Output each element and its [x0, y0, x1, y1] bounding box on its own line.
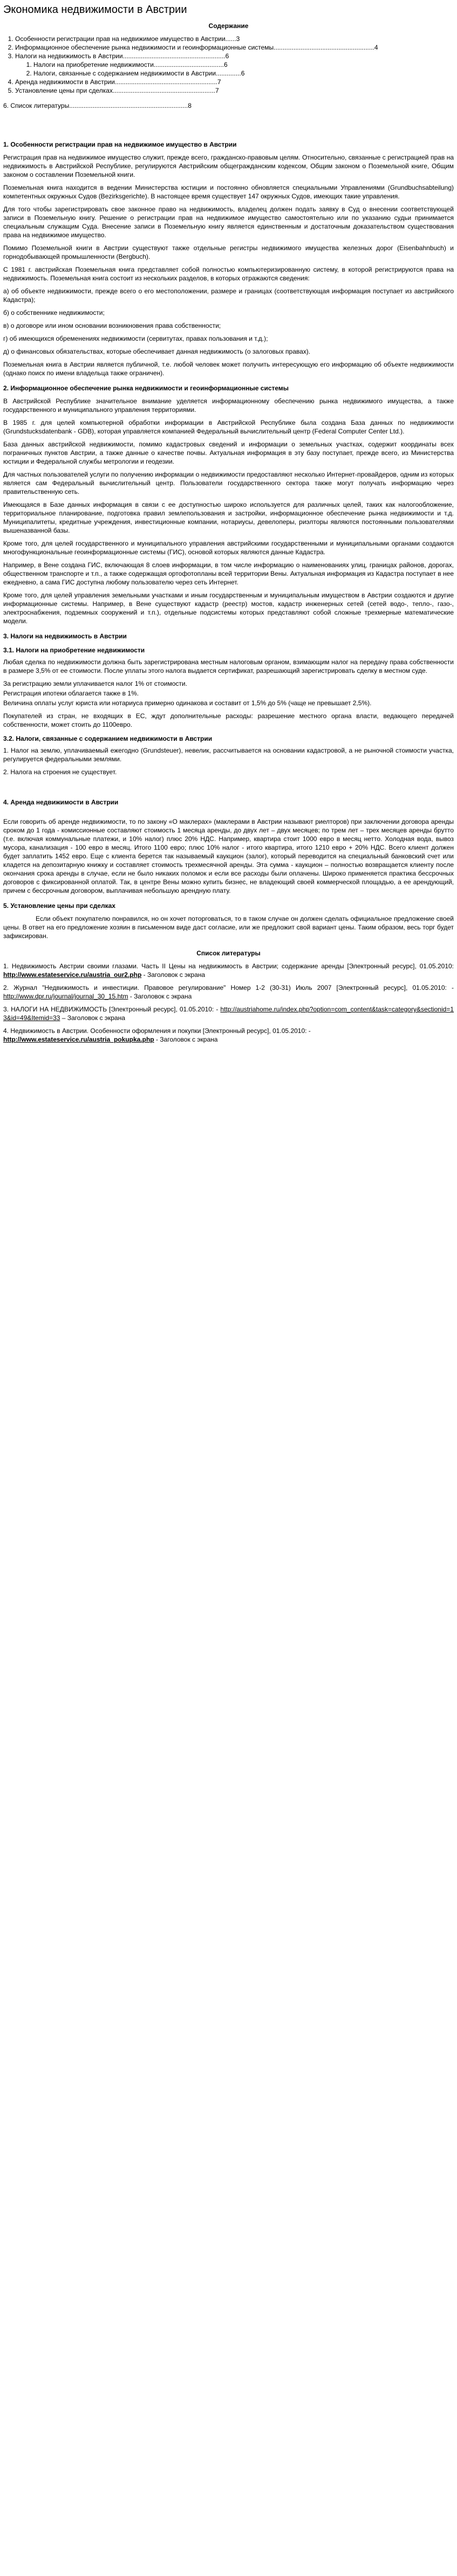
toc-item: 3. Налоги на недвижимость в Австрии.........................................................6 1. Налоги на приобретение недвижимости.......................................6 2. Налоги, связанные с содержанием недвижимости в Австрии..............6 [15, 52, 454, 78]
toc-item-references: 6. Список литературы..................................................................8 [3, 102, 192, 109]
paragraph: Имеющаяся в Базе данных информация в связи с ее доступностью широко используется для различных целей, таких как налогообложение, территориальное планирование, подготовка правил землепользования и застройки, информационное обеспечение рынка недвижимости и т.д. Муниципалитеты, кредитные учреждения, инвестиционные компании, нотариусы, девелоперы, риэлторы являются постоянными пользователями вышеназванной базы. [3, 501, 454, 534]
paragraph: Регистрация прав на недвижимое имущество служит, прежде всего, гражданско-правовым целям. Относительно, связанные с регистрацией прав на недвижимость в Австрийской Республике, регулируются Австрийским общегражданским кодексом, Общим законом о Поземельной книге, Общим законом о составлении Поземельной книги. [3, 154, 454, 178]
toc-list [3, 35, 454, 95]
paragraph: Например, в Вене создана ГИС, включающая 8 слоев информации, в том числе информацию о наименованиях улиц, границах районов, дорогах, общественном транспорте и т.п., а также содержащая ортофотопланы всей территории Вены. Актуальная информация из Кадастра поступает в нее ежедневно, а сама ГИС доступна любому пользователю через сеть Интернет. [3, 561, 454, 586]
reference-link[interactable]: http://www.dpr.ru/journal/journal_30_15.htm [3, 993, 128, 1000]
reference-item: 3. НАЛОГИ НА НЕДВИЖИМОСТЬ [Электронный ресурс], 01.05.2010: - http://austriahome.ru/index.php?option=com_content&task=category&sectionid=13&id=49&Itemid=33 – Заголовок с экрана [3, 1005, 454, 1022]
toc-heading: Содержание [208, 22, 249, 30]
paragraph: б) о собственнике недвижимости; [3, 309, 105, 316]
paragraph: Для частных пользователей услуги по получению информации о недвижимости предоставляют несколько Интернет-провайдеров, одним из которых является сам Федеральный вычислительный центр. Пользователи государственного сектора также могут получать информацию через правительственную сеть. [3, 471, 454, 495]
paragraph: Поземельная книга в Австрии является публичной, т.е. любой человек может получить интересующую его информацию об объекте недвижимости (однако поиск по имени владельца также ограничен). [3, 361, 454, 377]
document-title: Экономика недвижимости в Австрии [3, 4, 187, 16]
paragraph: С 1981 г. австрийская Поземельная книга представляет собой полностью компьютеризированную систему, в которой регистрируются права на недвижимость. Поземельная книга состоит из нескольких разделов, в которых отражаются сведения: [3, 266, 454, 282]
paragraph: д) о финансовых обязательствах, которые обеспечивает данная недвижимость (о залоговых правах). [3, 348, 311, 355]
paragraph: Если объект покупателю понравился, но он хочет поторговаться, то в таком случае он должен сделать официальное предложение своей цены. В ответ на его предложение хозяин в письменном виде даст согласие, или же предложит свой вариант цены. Таким образом, весь торг будет зафиксирован. [3, 915, 454, 940]
paragraph: Кроме того, для целей государственного и муниципального управления австрийскими государственными и муниципальными органами создаются многофункциональные геоинформационные системы (ГИС), основой которых являются данные Кадастра. [3, 540, 454, 556]
reference-item: 1. Недвижимость Австрии своими глазами. Часть II Цены на недвижимость в Австрии; содержание аренды [Электронный ресурс], 01.05.2010: http://www.estateservice.ru/austria_our2.php - Заголовок с экрана [3, 962, 454, 979]
paragraph: Для того чтобы зарегистрировать свое законное право на недвижимость, владелец должен подать заявку в Суд о внесении соответствующей записи в Поземельную книгу. Решение о регистрации прав на недвижимое имущество самостоятельно или по указанию судьи принимается специальным служащим Суда. Внесение записи в Поземельную книгу является единственным и достаточным доказательством существования права на недвижимое имущество. [3, 205, 454, 239]
paragraph: в) о договоре или ином основании возникновения права собственности; [3, 322, 221, 329]
section-3-2-heading: 3.2. Налоги, связанные с содержанием недвижимости в Австрии [3, 735, 213, 742]
section-5-heading: 5. Установление цены при сделках [3, 902, 115, 910]
paragraph: Помимо Поземельной книги в Австрии существуют также отдельные регистры недвижимого имущества железных дорог (Eisenbahnbuch) и горнодобывающей промышленности (Bergbuch). [3, 244, 454, 260]
paragraph: База данных австрийской недвижимости, помимо кадастровых сведений и информации о земельных участках, содержит координаты всех пограничных пунктов Австрии, а также данные о качестве почвы. Актуальная информация в эту базу поступает, прежде всего, из Министерства юстиции и Федеральной службы метрологии и геодезии. [3, 440, 454, 465]
document-page [3, 1, 454, 1048]
paragraph: В 1985 г. для целей компьютерной обработки информации в Австрийской Республике была создана База данных по недвижимости (Grundstucksdatenbank - GDB), которая управляется компанией Федеральный вычислительный центр (Federal Computer Center Ltd.). [3, 419, 454, 435]
paragraph: 1. Налог на землю, уплачиваемый ежегодно (Grundsteuer), невелик, рассчитывается на основании кадастровой, а не рыночной стоимости участка, регулируется федеральными землями. [3, 747, 454, 763]
toc-subitem: 1. Налоги на приобретение недвижимости.......................................6 [33, 60, 454, 69]
paragraph: Если говорить об аренде недвижимости, то по закону «О маклерах» (маклерами в Австрии называют риелторов) при заключении договора аренды сроком до 1 года - комиссионные составляют стоимость 1 месяца аренды, до двух лет – двух месяцев; по трем лет – трех месяцев аренды брутто (т.е. включая коммунальные платежи, и 10% налог) плюс 20% НДС. Например, квартира стоит 1000 евро в месяц нетто. Холодная вода, вывоз мусора, канализация - 100 евро в месяц. Итого 1100 евро; плюс 10% налог - итого квартира, итого 1210 евро + 20% НДС. Всего клиент должен будет заплатить 1452 евро. Еще с клиента берется так называемый каукцион (залог), который переводится на специальный банковский счет или кладется на депозитарную книжку и составляет стоимость трехмесячной аренды. Эта сумма - каукцион – полностью возвращается клиенту после окончания срока аренды в случае, если не было никаких поломок и если все расходы были оплачены. Широко применяется практика бессрочных договоров с фиксированной оплатой. Так, в центре Вены можно купить бизнес, не владеющий своей коммерческой площадью, а ее арендующий, причем с бессрочным договором, выплачивая небольшую арендную плату. [3, 818, 454, 894]
section-3-1-heading: 3.1. Налоги на приобретение недвижимости [3, 646, 145, 654]
section-3-heading: 3. Налоги на недвижимость в Австрии [3, 632, 127, 640]
section-4-heading: 4. Аренда недвижимости в Австрии [3, 798, 119, 806]
reference-item: 4. Недвижимость в Австрии. Особенности оформления и покупки [Электронный ресурс], 01.05.2010: - http://www.estateservice.ru/austria_pokupka.php - Заголовок с экрана [3, 1027, 311, 1043]
section-2-heading: 2. Информационное обеспечение рынка недвижимости и геоинформационные системы [3, 384, 289, 392]
reference-link[interactable]: http://www.estateservice.ru/austria_our2.php [3, 971, 142, 979]
paragraph: 2. Налога на строения не существует. [3, 768, 117, 776]
toc-item: 4. Аренда недвижимости в Австрии.........................................................7 [15, 78, 454, 86]
toc-item: 5. Установление цены при сделках.........................................................7 [15, 86, 454, 95]
section-1-heading: 1. Особенности регистрации прав на недвижимое имущество в Австрии [3, 141, 237, 148]
paragraph: Величина оплаты услуг юриста или нотариуса примерно одинакова и составит от 1,5% до 5% (чаще не превышает 2,5%). [3, 699, 372, 707]
paragraph: г) об имеющихся обременениях недвижимости (сервитутах, правах пользования и т.д.); [3, 335, 268, 342]
paragraph: За регистрацию земли уплачивается налог 1% от стоимости. [3, 680, 187, 687]
paragraph: Поземельная книга находится в ведении Министерства юстиции и постоянно обновляется специальными Управлениями (Grundbuchsabteilung) компетентных окружных Судов (Bezirksgerichte). В настоящее время существует 147 окружных Судов, имеющих такие управления. [3, 184, 454, 200]
table-of-contents [3, 22, 454, 110]
toc-item: 2. Информационное обеспечение рынка недвижимости и геоинформационные системы........................................................4 [15, 43, 454, 52]
paragraph: Регистрация ипотеки облагается также в 1%. [3, 690, 139, 697]
paragraph: Покупателей из стран, не входящих в ЕС, ждут дополнительные расходы: разрешение местного органа власти, ведающего передачей собственности, может стоить до 1100евро. [3, 712, 454, 728]
reference-link[interactable]: http://www.estateservice.ru/austria_pokupka.php [3, 1036, 154, 1043]
toc-item: 1. Особенности регистрации прав на недвижимое имущество в Австрии......3 [15, 35, 454, 43]
paragraph: а) об объекте недвижимости, прежде всего о его местоположении, размере и границах (соответствующая информация поступает из австрийского Кадастра); [3, 287, 454, 304]
reference-link[interactable]: http://austriahome.ru/index.php?option=com_content&task=category&sectionid=13&id=49&Itemid=33 [3, 1005, 454, 1022]
toc-sublist [15, 60, 454, 78]
reference-item: 2. Журнал "Недвижимость и инвестиции. Правовое регулирование" Номер 1-2 (30-31) Июль 2007 [Электронный ресурс], 01.05.2010: - http://www.dpr.ru/journal/journal_30_15.htm - Заголовок с экрана [3, 984, 454, 1000]
toc-subitem: 2. Налоги, связанные с содержанием недвижимости в Австрии..............6 [33, 69, 454, 78]
paragraph: Кроме того, для целей управления земельными участками и иным государственным и муниципальным имуществом в Австрии создаются и другие информационные системы. Например, в Вене существуют кадастр (реестр) мостов, кадастр инженерных сетей (сетей водо-, тепло-, газо-, электроснабжения, подземных сооружений и т.п.), отдельные подсистемы которых представляют собой сложные трехмерные математические модели. [3, 591, 454, 625]
paragraph: Любая сделка по недвижимости должна быть зарегистрирована местным налоговым органом, взимающим налог на передачу права собственности в размере 3,5% от ее стоимости. После уплаты этого налога выдается сертификат, разрешающий зарегистрировать сделку в местном суде. [3, 658, 454, 674]
references-heading: Список литературы [196, 949, 261, 957]
paragraph: В Австрийской Республике значительное внимание уделяется информационному обеспечению рынка недвижимого имущества, а также государственного и муниципального управления территориями. [3, 397, 454, 414]
